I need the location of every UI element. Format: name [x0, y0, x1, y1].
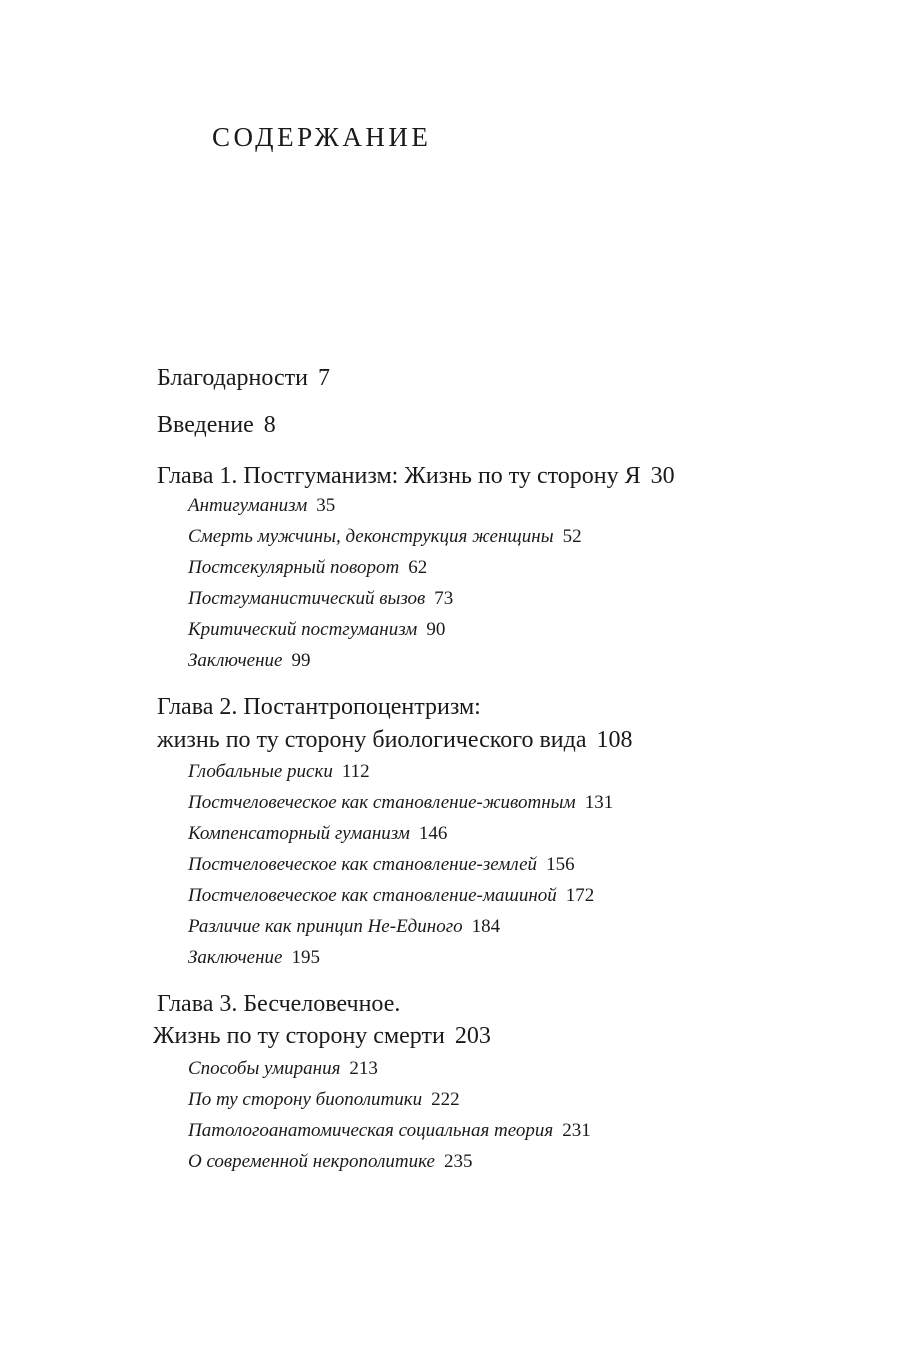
entry-label: Постгуманистический вызов: [188, 588, 426, 609]
entry-page: 231: [562, 1120, 591, 1141]
entry-page: 8: [263, 412, 276, 438]
entry-page: 73: [434, 588, 454, 609]
entry-label: Компенсаторный гуманизм: [188, 823, 410, 844]
entry-page: 156: [546, 854, 575, 875]
entry-page: 35: [316, 495, 336, 516]
toc-section[interactable]: [188, 854, 575, 876]
entry-label: Постчеловеческое как становление-землей: [188, 854, 538, 875]
entry-page: 99: [291, 650, 311, 671]
entry-label: жизнь по ту сторону биологического вида: [157, 727, 587, 753]
toc-section[interactable]: [188, 885, 594, 907]
toc-section[interactable]: [188, 792, 613, 814]
toc-section[interactable]: [188, 588, 453, 610]
entry-page: 62: [408, 557, 428, 578]
toc-section[interactable]: [188, 495, 335, 517]
entry-label: По ту сторону биополитики: [188, 1089, 423, 1110]
toc-section[interactable]: [188, 650, 310, 672]
entry-label: Глобальные риски: [188, 761, 333, 782]
toc-chapter-1[interactable]: [157, 463, 675, 489]
entry-page: 203: [454, 1023, 491, 1049]
toc-section[interactable]: [188, 947, 320, 969]
entry-label: Заключение: [188, 650, 283, 671]
toc-section[interactable]: [188, 1058, 378, 1080]
toc-section[interactable]: [188, 761, 370, 783]
entry-label: Постсекулярный поворот: [188, 557, 400, 578]
toc-section[interactable]: [188, 1151, 472, 1173]
entry-label: О современной некрополитике: [188, 1151, 435, 1172]
entry-label: Антигуманизм: [188, 495, 308, 516]
entry-page: 90: [426, 619, 446, 640]
toc-section[interactable]: [188, 557, 427, 579]
entry-label: Введение: [157, 412, 254, 438]
toc-chapter-2-line1[interactable]: [157, 694, 481, 720]
entry-label: Жизнь по ту сторону смерти: [153, 1023, 445, 1049]
entry-page: 213: [349, 1058, 378, 1079]
entry-label: Различие как принцип Не-Единого: [188, 916, 463, 937]
entry-label: Смерть мужчины, деконструкция женщины: [188, 526, 554, 547]
toc-chapter-3-line1[interactable]: [157, 991, 400, 1017]
toc-chapter-2-line2[interactable]: [157, 727, 632, 753]
entry-label: Глава 3. Бесчеловечное.: [157, 991, 401, 1017]
entry-page: 7: [317, 365, 330, 391]
entry-page: 30: [650, 463, 675, 489]
entry-label: Способы умирания: [188, 1058, 341, 1079]
entry-page: 131: [584, 792, 614, 813]
entry-label: Критический постгуманизм: [188, 619, 418, 640]
entry-label: Постчеловеческое как становление-животным: [188, 792, 576, 813]
toc-chapter-3-line2[interactable]: [153, 1023, 491, 1049]
entry-page: 235: [443, 1151, 473, 1172]
toc-section[interactable]: [188, 1120, 591, 1142]
toc-section[interactable]: [188, 526, 582, 548]
toc-entry-acknowledgements[interactable]: [157, 365, 330, 391]
entry-label: Патологоанатомическая социальная теория: [188, 1120, 554, 1141]
toc-section[interactable]: [188, 823, 447, 845]
entry-label: Глава 1. Постгуманизм: Жизнь по ту сторону Я: [157, 463, 641, 489]
toc-section[interactable]: [188, 916, 500, 938]
page-title: СОДЕРЖАНИЕ: [212, 122, 432, 152]
entry-page: 112: [341, 761, 370, 782]
entry-page: 108: [596, 727, 633, 753]
toc-entry-introduction[interactable]: [157, 412, 276, 438]
entry-page: 52: [562, 526, 582, 547]
entry-label: Постчеловеческое как становление-машиной: [188, 885, 557, 906]
entry-page: 172: [565, 885, 595, 906]
toc-section[interactable]: [188, 1089, 460, 1111]
entry-label: Заключение: [188, 947, 283, 968]
toc-section[interactable]: [188, 619, 445, 641]
entry-page: 184: [471, 916, 501, 937]
entry-page: 146: [418, 823, 448, 844]
entry-page: 222: [431, 1089, 460, 1110]
entry-label: Глава 2. Постантропоцентризм:: [157, 694, 481, 720]
entry-page: 195: [291, 947, 320, 968]
entry-label: Благодарности: [157, 365, 308, 391]
